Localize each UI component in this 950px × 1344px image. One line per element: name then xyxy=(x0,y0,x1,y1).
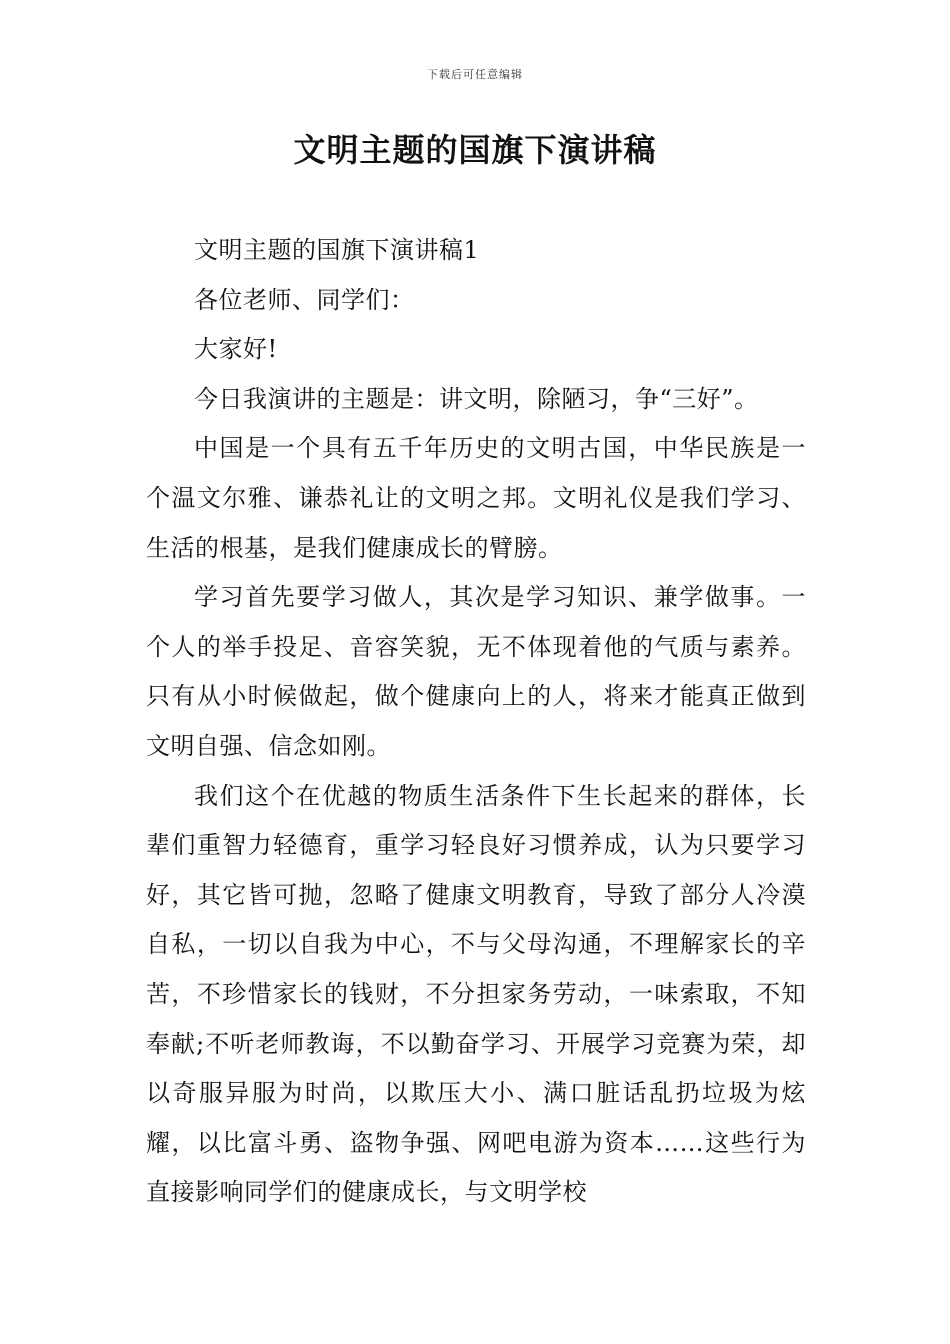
paragraph-body: 学习首先要学习做人，其次是学习知识、兼学做事。一个人的举手投足、音容笑貌，无不体现着他的气质与素养。只有从小时候做起，做个健康向上的人，将来才能真正做到文明自强、信念如刚。 xyxy=(146,583,806,760)
document-body xyxy=(146,226,806,1218)
paragraph-salutation: 各位老师、同学们： xyxy=(194,285,415,314)
paragraph-greeting: 大家好! xyxy=(194,335,278,364)
paragraph-body: 中国是一个具有五千年历史的文明古国，中华民族是一个温文尔雅、谦恭礼让的文明之邦。文明礼仪是我们学习、生活的根基，是我们健康成长的臂膀。 xyxy=(146,434,806,562)
paragraph-topic: 今日我演讲的主题是：讲文明，除陋习，争“三好”。 xyxy=(194,384,759,413)
header-note: 下载后可任意编辑 xyxy=(427,68,523,81)
paragraph-body: 我们这个在优越的物质生活条件下生长起来的群体，长辈们重智力轻德育，重学习轻良好习惯养成，认为只要学习好，其它皆可抛，忽略了健康文明教育，导致了部分人冷漠自私，一切以自我为中心，不与父母沟通，不理解家长的辛苦，不珍惜家长的钱财，不分担家务劳动，一味索取，不知奉献;不听老师教诲，不以勤奋学习、开展学习竞赛为荣，却以奇服异服为时尚，以欺压大小、满口脏话乱扔垃圾为炫耀，以比富斗勇、盗物争强、网吧电游为资本……这些行为直接影响同学们的健康成长，与文明学校 xyxy=(146,781,806,1207)
document-title: 文明主题的国旗下演讲稿 xyxy=(293,131,657,169)
paragraph-subtitle: 文明主题的国旗下演讲稿1 xyxy=(194,236,480,264)
